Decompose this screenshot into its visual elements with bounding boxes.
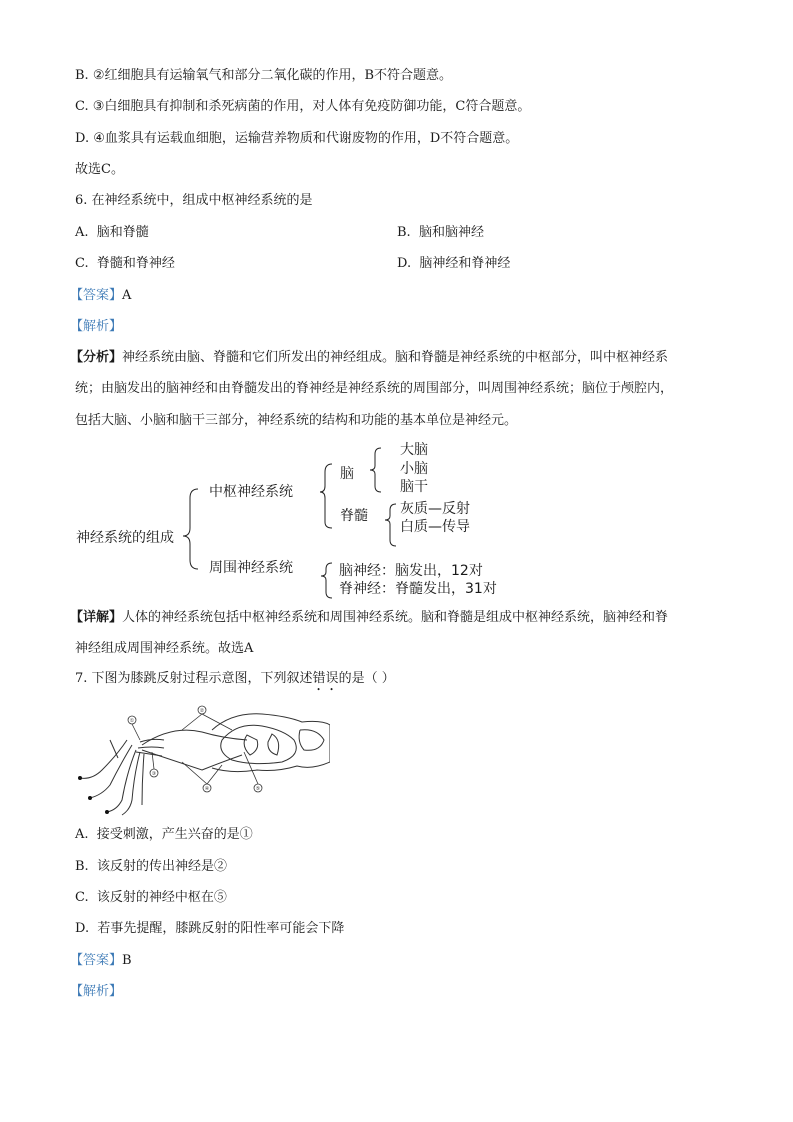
figure-label: ④ [204,786,210,792]
figure-label: ③ [151,771,157,777]
diagram-brain-part: 脑干 [400,479,428,495]
diagram-spinal-part: 灰质—反射 [400,501,470,517]
jiexi-tag: 【解析】 [70,319,123,334]
option-text: 脑和脊髓 [96,225,149,240]
q6-analysis-line-3: 包括大脑、小脑和脑干三部分，神经系统的结构和功能的基本单位是神经元。 [75,413,518,428]
option-label: C. [75,890,89,905]
option-label: A. [75,225,89,240]
q6-analysis-line-2: 统；由脑发出的脑神经和由脊髓发出的脊神经是神经系统的周围部分，叫周围神经系统；脑位于颅腔内， [75,381,674,396]
q7-stem [75,670,395,694]
answer-value: A [122,288,132,303]
q6-answer [70,287,131,305]
diagram-spinal-part: 白质—传导 [400,519,470,535]
q5-conclusion: 故选C。 [75,162,124,177]
q7-option-d [75,920,344,938]
option-text: 该反射的神经中枢在⑤ [96,890,227,905]
diagram-brain-part: 大脑 [400,442,428,458]
option-label: A. [75,827,89,842]
q7-option-a [75,826,253,844]
option-label: C. [75,256,89,271]
diagram-brain-part: 小脑 [400,461,428,477]
q5-explanation-c: C. ③白细胞具有抑制和杀死病菌的作用，对人体有免疫防御功能，C符合题意。 [75,99,531,114]
analysis-tag: 【分析】 [70,350,123,365]
option-label: D. [397,256,412,271]
q6-option-b [397,224,484,242]
stem-prefix: 7. 下图为膝跳反射过程示意图，下列叙述 [75,671,313,686]
option-label: B. [397,225,411,240]
q7-option-c [75,889,227,907]
diagram-brain: 脑 [340,466,354,482]
option-text: 脊髓和脊神经 [96,256,175,271]
reflex-diagram-illustration [72,700,330,818]
q6-option-d [397,255,510,273]
option-text: 脑神经和脊神经 [419,256,511,271]
q5-explanation-d: D. ④血浆具有运载血细胞，运输营养物质和代谢废物的作用，D不符合题意。 [75,131,519,146]
analysis-text: 神经系统由脑、脊髓和它们所发出的神经组成。脑和脊髓是神经系统的中枢部分，叫中枢神经系 [122,350,669,365]
q7-jiexi [70,983,122,1001]
q6-jiexi [70,318,122,336]
stem-emphasis: 错误 [312,671,339,686]
diagram-peripheral-part: 脑神经：脑发出，12对 [339,563,483,579]
detail-tag: 【详解】 [70,610,123,625]
diagram-peripheral: 周围神经系统 [209,560,293,576]
figure-label: ② [199,708,205,714]
answer-tag: 【答案】 [70,953,123,968]
figure-label: ⑤ [255,786,261,792]
option-label: D. [75,921,90,936]
q7-answer [70,952,132,970]
diagram-root: 神经系统的组成 [76,530,174,546]
q5-explanation-b: B. ②红细胞具有运输氧气和部分二氧化碳的作用，B不符合题意。 [75,68,453,83]
q7-option-b [75,858,227,876]
knee-jerk-reflex-figure [72,700,330,818]
diagram-spinal: 脊髓 [340,508,368,524]
diagram-peripheral-part: 脊神经：脊髓发出，31对 [339,581,497,597]
answer-tag: 【答案】 [70,288,123,303]
nervous-system-diagram [70,436,540,600]
q6-detail-line-1 [70,609,668,627]
q6-option-c [75,255,175,273]
detail-text: 人体的神经系统包括中枢神经系统和周围神经系统。脑和脊髓是组成中枢神经系统，脑神经和脊 [122,610,669,625]
figure-label: ① [129,718,135,724]
q6-analysis-line-1 [70,349,668,367]
jiexi-tag: 【解析】 [70,984,123,999]
diagram-central: 中枢神经系统 [209,484,293,500]
q6-option-a [75,224,149,242]
option-text: 若事先提醒，膝跳反射的阳性率可能会下降 [97,921,345,936]
option-text: 脑和脑神经 [418,225,484,240]
option-label: B. [75,859,89,874]
option-text: 接受刺激，产生兴奋的是① [96,827,253,842]
stem-suffix: 的是（ ） [338,671,395,686]
q6-stem: 6. 在神经系统中，组成中枢神经系统的是 [75,193,313,208]
q6-detail-line-2: 神经组成周围神经系统。故选A [75,641,254,656]
answer-value: B [122,953,132,968]
option-text: 该反射的传出神经是② [96,859,227,874]
